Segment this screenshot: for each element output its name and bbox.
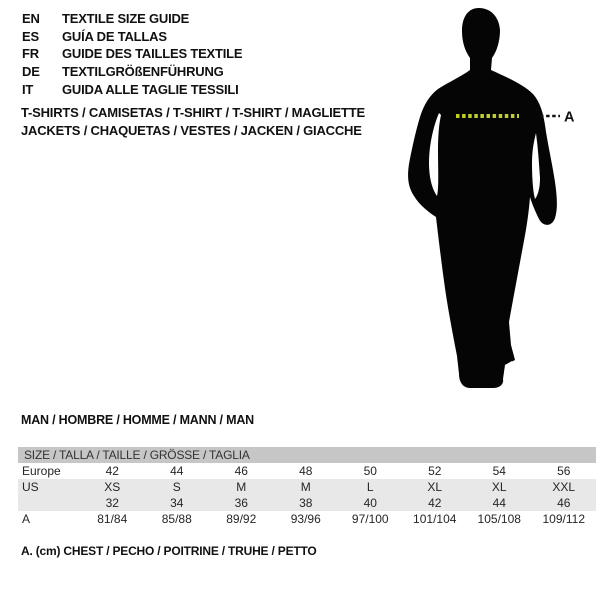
table-cell: 105/108 <box>477 512 521 526</box>
table-cell: XL <box>491 480 507 494</box>
size-figure <box>395 0 600 400</box>
language-label: GUIDE DES TAILLES TEXTILE <box>62 46 243 62</box>
row-label <box>18 495 80 511</box>
table-row-us <box>18 479 596 495</box>
table-cell: 85/88 <box>161 512 192 526</box>
language-code: EN <box>22 11 40 27</box>
table-cell: 46 <box>234 464 248 478</box>
table-cell: 32 <box>105 496 119 510</box>
size-table-header: SIZE / TALLA / TAILLE / GRÖSSE / TAGLIA <box>18 447 596 463</box>
table-cell: 93/96 <box>290 512 321 526</box>
table-cell: 56 <box>557 464 571 478</box>
table-cell: 109/112 <box>542 512 585 526</box>
garment-categories <box>21 104 365 140</box>
language-label: GUIDA ALLE TAGLIE TESSILI <box>62 81 239 97</box>
language-row <box>22 45 242 63</box>
category-line-tshirts: T-SHIRTS / CAMISETAS / T-SHIRT / T-SHIRT / MAGLIETTE <box>21 105 365 120</box>
table-cell: 44 <box>170 464 184 478</box>
table-cell: XS <box>104 480 121 494</box>
language-label: GUÍA DE TALLAS <box>62 28 167 44</box>
table-cell: 42 <box>105 464 119 478</box>
man-silhouette <box>408 8 557 388</box>
table-row-numeric <box>18 495 596 511</box>
table-cell: 54 <box>492 464 506 478</box>
measurement-footnote: A. (cm) CHEST / PECHO / POITRINE / TRUHE / PETTO <box>21 544 317 558</box>
language-code: DE <box>22 64 40 80</box>
table-cell: 97/100 <box>351 512 389 526</box>
table-cell: XL <box>427 480 443 494</box>
row-label: US <box>22 480 39 494</box>
table-cell: 50 <box>363 464 377 478</box>
table-cell: 44 <box>492 496 506 510</box>
table-cell: 101/104 <box>413 512 457 526</box>
table-cell: M <box>236 480 247 494</box>
category-line-jackets: JACKETS / CHAQUETAS / VESTES / JACKEN / GIACCHE <box>21 123 362 138</box>
language-row <box>22 28 242 46</box>
table-cell: L <box>366 480 374 494</box>
section-title: MAN / HOMBRE / HOMME / MANN / MAN <box>21 413 254 427</box>
table-cell: 34 <box>170 496 184 510</box>
table-cell: 89/92 <box>226 512 257 526</box>
language-row <box>22 10 242 28</box>
table-cell: 36 <box>234 496 248 510</box>
language-label: TEXTILGRÖßENFÜHRUNG <box>62 64 224 80</box>
table-cell: 46 <box>557 496 571 510</box>
table-cell: S <box>172 480 181 494</box>
table-cell: 42 <box>428 496 442 510</box>
table-cell: 48 <box>299 464 313 478</box>
language-label: TEXTILE SIZE GUIDE <box>62 11 190 27</box>
row-label: A <box>22 512 31 526</box>
man-silhouette-figure <box>395 0 600 400</box>
table-cell: 38 <box>299 496 313 510</box>
language-code: ES <box>22 28 39 44</box>
table-cell: 40 <box>363 496 377 510</box>
table-cell: M <box>300 480 311 494</box>
table-row-europe <box>18 463 596 479</box>
table-cell: 52 <box>428 464 442 478</box>
language-row <box>22 63 242 81</box>
language-code: FR <box>22 46 39 62</box>
table-cell: 81/84 <box>97 512 128 526</box>
language-code: IT <box>22 81 34 97</box>
table-row-chest <box>18 511 596 527</box>
language-list <box>22 10 242 98</box>
table-cell: XXL <box>552 480 576 494</box>
language-row <box>22 80 242 98</box>
size-table <box>18 447 596 527</box>
row-label: Europe <box>22 464 61 478</box>
measure-label: A <box>564 109 575 126</box>
